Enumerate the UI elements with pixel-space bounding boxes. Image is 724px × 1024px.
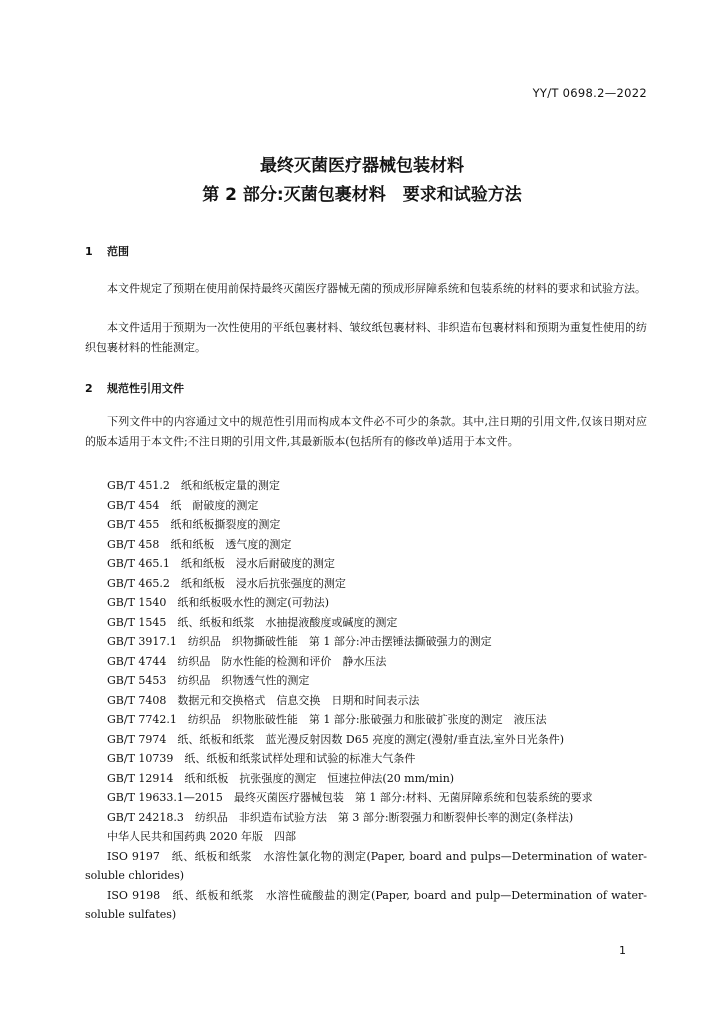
reference-item: GB/T 465.1 纸和纸板 浸水后耐破度的测定 — [107, 557, 335, 570]
reference-item: GB/T 3917.1 纺织品 织物撕破性能 第 1 部分:冲击摆锤法撕破强力的测定 — [107, 635, 492, 648]
section-number: 1 — [85, 245, 93, 258]
reference-item: GB/T 1540 纸和纸板吸水性的测定(可勃法) — [107, 596, 329, 609]
references-intro-paragraph: 下列文件中的内容通过文中的规范性引用而构成本文件必不可少的条款。其中,注日期的引用文件,仅该日期对应的版本适用于本文件;不注日期的引用文件,其最新版本(包括所有的修改单)适用于本文件。 — [85, 415, 647, 448]
reference-item: GB/T 7408 数据元和交换格式 信息交换 日期和时间表示法 — [107, 693, 420, 707]
reference-item: GB/T 1545 纸、纸板和纸浆 水抽提液酸度或碱度的测定 — [107, 615, 398, 629]
reference-item: GB/T 454 纸 耐破度的测定 — [107, 498, 259, 512]
section-title: 范围 — [107, 245, 129, 258]
section-heading-scope — [85, 243, 129, 259]
reference-item: ISO 9198 纸、纸板和纸浆 水溶性硫酸盐的测定(Paper, board and pulp—Determination of water-soluble sulfates) — [85, 888, 647, 921]
section-heading-normative-references — [85, 380, 184, 396]
scope-paragraph-1: 本文件规定了预期在使用前保持最终灭菌医疗器械无菌的预成形屏障系统和包装系统的材料的要求和试验方法。 — [107, 282, 646, 295]
reference-item: GB/T 10739 纸、纸板和纸浆试样处理和试验的标准大气条件 — [107, 752, 416, 765]
reference-item: GB/T 465.2 纸和纸板 浸水后抗张强度的测定 — [107, 576, 346, 590]
reference-item: ISO 9197 纸、纸板和纸浆 水溶性氯化物的测定(Paper, board and pulps—Determination of water-soluble chlorides) — [85, 849, 647, 882]
section-title: 规范性引用文件 — [107, 382, 184, 395]
reference-item: GB/T 24218.3 纺织品 非织造布试验方法 第 3 部分:断裂强力和断裂伸长率的测定(条样法) — [107, 810, 574, 824]
section-number: 2 — [85, 382, 93, 395]
reference-item: GB/T 455 纸和纸板撕裂度的测定 — [107, 518, 281, 531]
page-number: 1 — [619, 944, 626, 957]
document-subtitle: 第 2 部分:灭菌包裹材料 要求和试验方法 — [202, 185, 522, 205]
reference-item: GB/T 7742.1 纺织品 织物胀破性能 第 1 部分:胀破强力和胀破扩张度的测定 液压法 — [107, 713, 547, 726]
reference-list — [85, 476, 647, 925]
reference-item: GB/T 19633.1—2015 最终灭菌医疗器械包装 第 1 部分:材料、无菌屏障系统和包装系统的要求 — [107, 791, 593, 804]
reference-item: GB/T 12914 纸和纸板 抗张强度的测定 恒速拉伸法(20 mm/min) — [107, 771, 455, 785]
document-title: 最终灭菌医疗器械包装材料 — [260, 156, 464, 176]
document-code: YY/T 0698.2—2022 — [532, 86, 647, 100]
reference-item: GB/T 458 纸和纸板 透气度的测定 — [107, 537, 292, 551]
reference-item: GB/T 4744 纺织品 防水性能的检测和评价 静水压法 — [107, 654, 387, 668]
reference-item: 中华人民共和国药典 2020 年版 四部 — [107, 830, 296, 843]
reference-item: GB/T 5453 纺织品 织物透气性的测定 — [107, 674, 310, 687]
reference-item: GB/T 451.2 纸和纸板定量的测定 — [107, 479, 280, 492]
scope-paragraph-2: 本文件适用于预期为一次性使用的平纸包裹材料、皱纹纸包裹材料、非织造布包裹材料和预期为重复性使用的纺织包裹材料的性能测定。 — [85, 321, 647, 354]
reference-item: GB/T 7974 纸、纸板和纸浆 蓝光漫反射因数 D65 亮度的测定(漫射/垂直法,室外日光条件) — [107, 732, 564, 746]
